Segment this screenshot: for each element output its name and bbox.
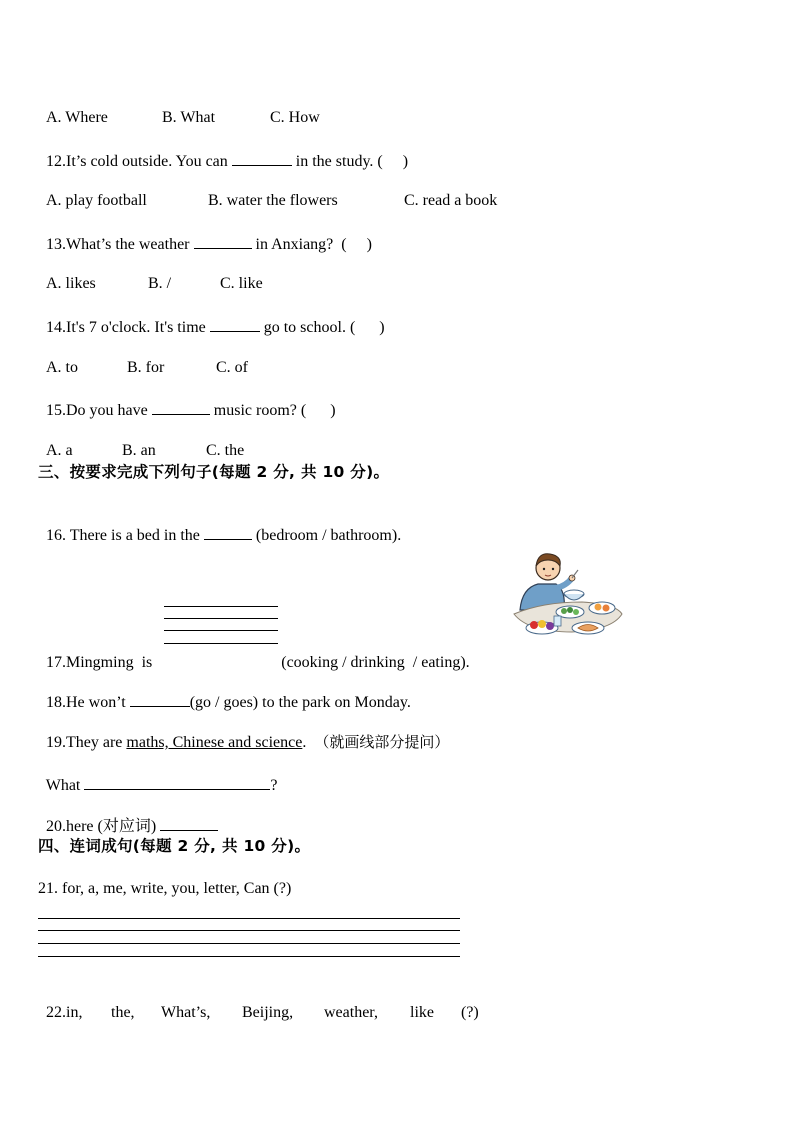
q12-options [38,171,497,211]
q22-word: (?) [461,1004,479,1021]
q19-answer-blank[interactable] [84,774,270,790]
q11-option-b[interactable]: B. What [162,109,216,126]
q13-question [38,213,372,255]
q20-question [38,795,218,837]
q13-text-post: in Anxiang? ( ) [251,236,372,253]
q17-text-post: (cooking / drinking / eating). [277,654,470,671]
q22-word: weather, [324,1004,378,1021]
q21-writing-line[interactable] [38,930,460,931]
q19-underlined-phrase: maths, Chinese and science [126,734,303,751]
section-4-heading: 四、连词成句(每题 2 分, 共 10 分)。 [38,837,311,855]
q19-instruction: （就画线部分提问） [314,733,450,751]
q11-option-c[interactable]: C. How [270,109,320,126]
q12-option-a[interactable]: A. play football [46,192,147,209]
q18-question [38,671,411,713]
q22-word: What’s, [161,1004,211,1021]
boy-eating-illustration [512,548,624,644]
q12-option-c[interactable]: C. read a book [404,192,498,209]
q12-blank[interactable] [232,150,292,166]
q15-options [38,421,244,461]
q13-option-b[interactable]: B. / [148,275,172,292]
q16-question [38,504,401,546]
q17-writing-line[interactable] [164,618,278,619]
q12-option-b[interactable]: B. water the flowers [208,192,338,209]
q17-writing-line[interactable] [164,630,278,631]
q14-question [38,296,385,338]
q21-question: 21. for, a, me, write, you, letter, Can (?) [38,880,292,897]
q14-blank[interactable] [210,316,260,332]
q13-option-a[interactable]: A. likes [46,275,96,292]
q14-text-post: go to school. ( ) [259,319,385,336]
q15-option-c[interactable]: C. the [206,442,245,459]
q13-options [38,254,263,294]
q13-text-pre: 13.What’s the weather [46,236,194,253]
q19-answer-line [38,754,277,796]
q13-blank[interactable] [194,233,252,249]
q17-writing-line[interactable] [164,606,278,607]
q19-text-post: . [302,734,315,751]
q17-question [38,633,470,673]
q18-blank[interactable] [130,691,190,707]
q18-text-pre: 18.He won’t [46,694,130,711]
q15-question [38,379,336,421]
q16-text-pre: 16. There is a bed in the [46,527,204,544]
q15-option-b[interactable]: B. an [122,442,156,459]
q14-option-a[interactable]: A. to [46,359,78,376]
q14-option-c[interactable]: C. of [216,359,248,376]
q16-text-post: (bedroom / bathroom). [251,527,402,544]
q22-word: 22.in, [46,1004,83,1021]
q19-text-pre: 19.They are [46,734,127,751]
section-3-heading: 三、按要求完成下列句子(每题 2 分, 共 10 分)。 [38,463,390,481]
boy-eating-icon [512,548,624,644]
q14-options [38,338,248,378]
q17-text-pre: 17.Mingming is [46,654,157,671]
q12-question [38,130,408,172]
q14-text-pre: 14.It's 7 o'clock. It's time [46,319,210,336]
q19-answer-pre: What [45,777,85,794]
q13-option-c[interactable]: C. like [220,275,263,292]
q15-blank[interactable] [152,399,210,415]
q11-option-a[interactable]: A. Where [46,109,108,126]
q21-writing-line[interactable] [38,956,460,957]
q20-text: 20.here (对应词) [46,818,161,835]
q16-blank[interactable] [204,524,252,540]
q22-word: the, [111,1004,135,1021]
q19-question [38,712,449,753]
q11-options [38,88,320,128]
q15-option-a[interactable]: A. a [46,442,73,459]
q15-text-pre: 15.Do you have [46,402,152,419]
q20-blank[interactable] [160,815,218,831]
q14-option-b[interactable]: B. for [127,359,165,376]
q19-answer-post: ? [270,777,278,794]
q22-question [38,983,479,1023]
q22-word: like [410,1004,434,1021]
q21-writing-line[interactable] [38,918,460,919]
q21-writing-line[interactable] [38,943,460,944]
q12-text-post: in the study. ( ) [291,153,409,170]
q22-word: Beijing, [242,1004,294,1021]
q12-text-pre: 12.It’s cold outside. You can [46,153,232,170]
q15-text-post: music room? ( ) [209,402,336,419]
q18-text-post: (go / goes) to the park on Monday. [189,694,411,711]
